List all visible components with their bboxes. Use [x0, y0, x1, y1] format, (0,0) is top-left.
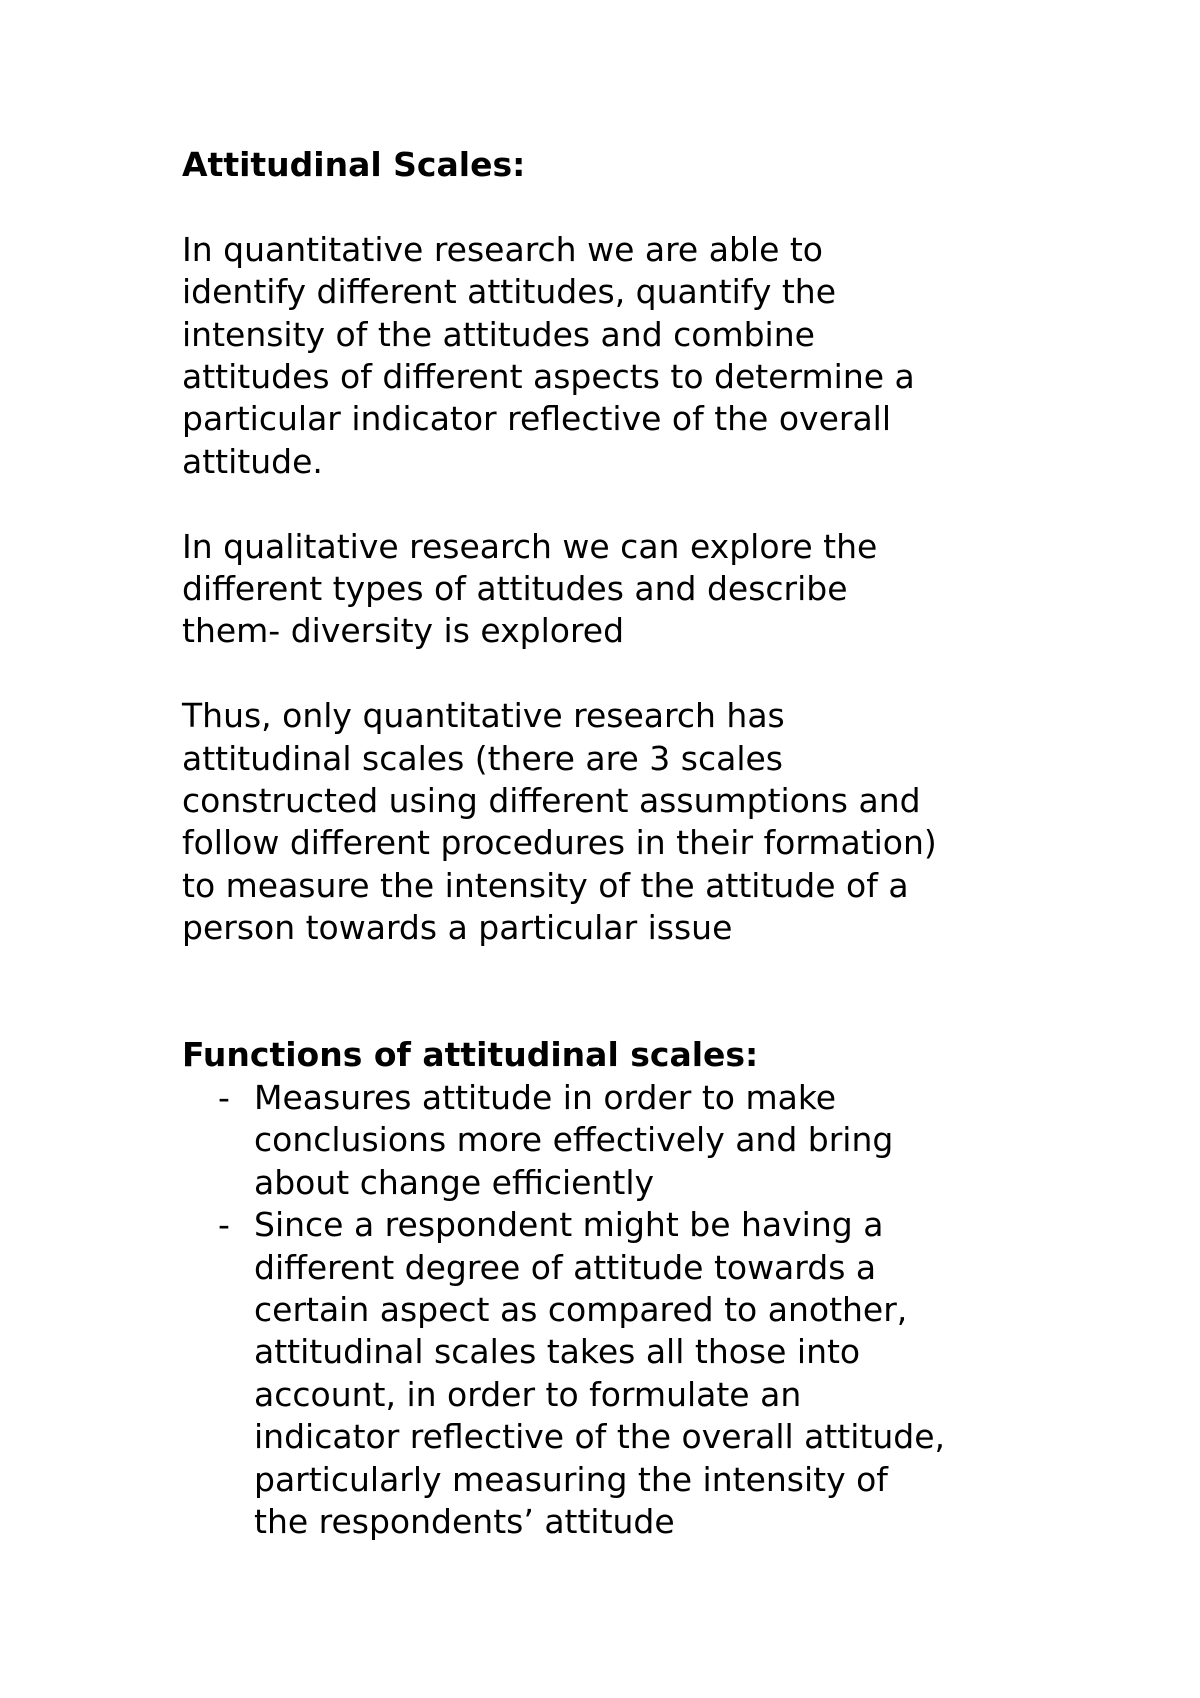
paragraph-line: identify different attitudes, quantify the [182, 272, 837, 312]
paragraph-line: person towards a particular issue [182, 908, 733, 948]
list-item-line: account, in order to formulate an [254, 1374, 802, 1414]
paragraph-line: particular indicator reflective of the overall [182, 399, 892, 439]
paragraph-line: attitudinal scales (there are 3 scales [182, 738, 783, 778]
paragraph-line: In quantitative research we are able to [182, 229, 823, 269]
spacer [182, 186, 1082, 228]
paragraph-quantitative [182, 229, 1082, 483]
list-item-line: attitudinal scales takes all those into [254, 1332, 861, 1372]
page-title: Attitudinal Scales: [182, 145, 526, 184]
spacer [182, 653, 1082, 695]
list-item-line: conclusions more effectively and bring [254, 1120, 894, 1160]
paragraph-line: different types of attitudes and describe [182, 569, 848, 609]
list-item [182, 1077, 1082, 1204]
list-item-line: particularly measuring the intensity of [254, 1459, 888, 1499]
paragraph-qualitative [182, 526, 1082, 653]
paragraph-line: to measure the intensity of the attitude of a [182, 865, 909, 905]
paragraph-line: them- diversity is explored [182, 611, 625, 651]
paragraph-line: attitude. [182, 441, 323, 481]
paragraph-line: follow different procedures in their formation) [182, 823, 937, 863]
paragraph-line: In qualitative research we can explore the [182, 526, 878, 566]
list-item-line: the respondents’ attitude [254, 1501, 675, 1541]
list-item-line: indicator reflective of the overall attitude, [254, 1417, 946, 1457]
document-page [182, 144, 1082, 1543]
list-item-line: different degree of attitude towards a [254, 1247, 877, 1287]
paragraph-conclusion [182, 695, 1082, 949]
list-item-line: about change efficiently [254, 1162, 655, 1202]
spacer [182, 483, 1082, 525]
functions-list [182, 1077, 1082, 1543]
bullet-dash: - [218, 1077, 230, 1117]
list-item-line: Measures attitude in order to make [254, 1077, 837, 1117]
paragraph-line: intensity of the attitudes and combine [182, 314, 815, 354]
list-item [182, 1204, 1082, 1543]
spacer [182, 950, 1082, 1035]
list-item-line: certain aspect as compared to another, [254, 1289, 908, 1329]
section-heading-functions: Functions of attitudinal scales: [182, 1035, 759, 1075]
paragraph-line: attitudes of different aspects to determine a [182, 357, 915, 397]
paragraph-line: constructed using different assumptions and [182, 781, 921, 821]
paragraph-line: Thus, only quantitative research has [182, 696, 785, 736]
bullet-dash: - [218, 1205, 230, 1245]
list-item-line: Since a respondent might be having a [254, 1205, 884, 1245]
